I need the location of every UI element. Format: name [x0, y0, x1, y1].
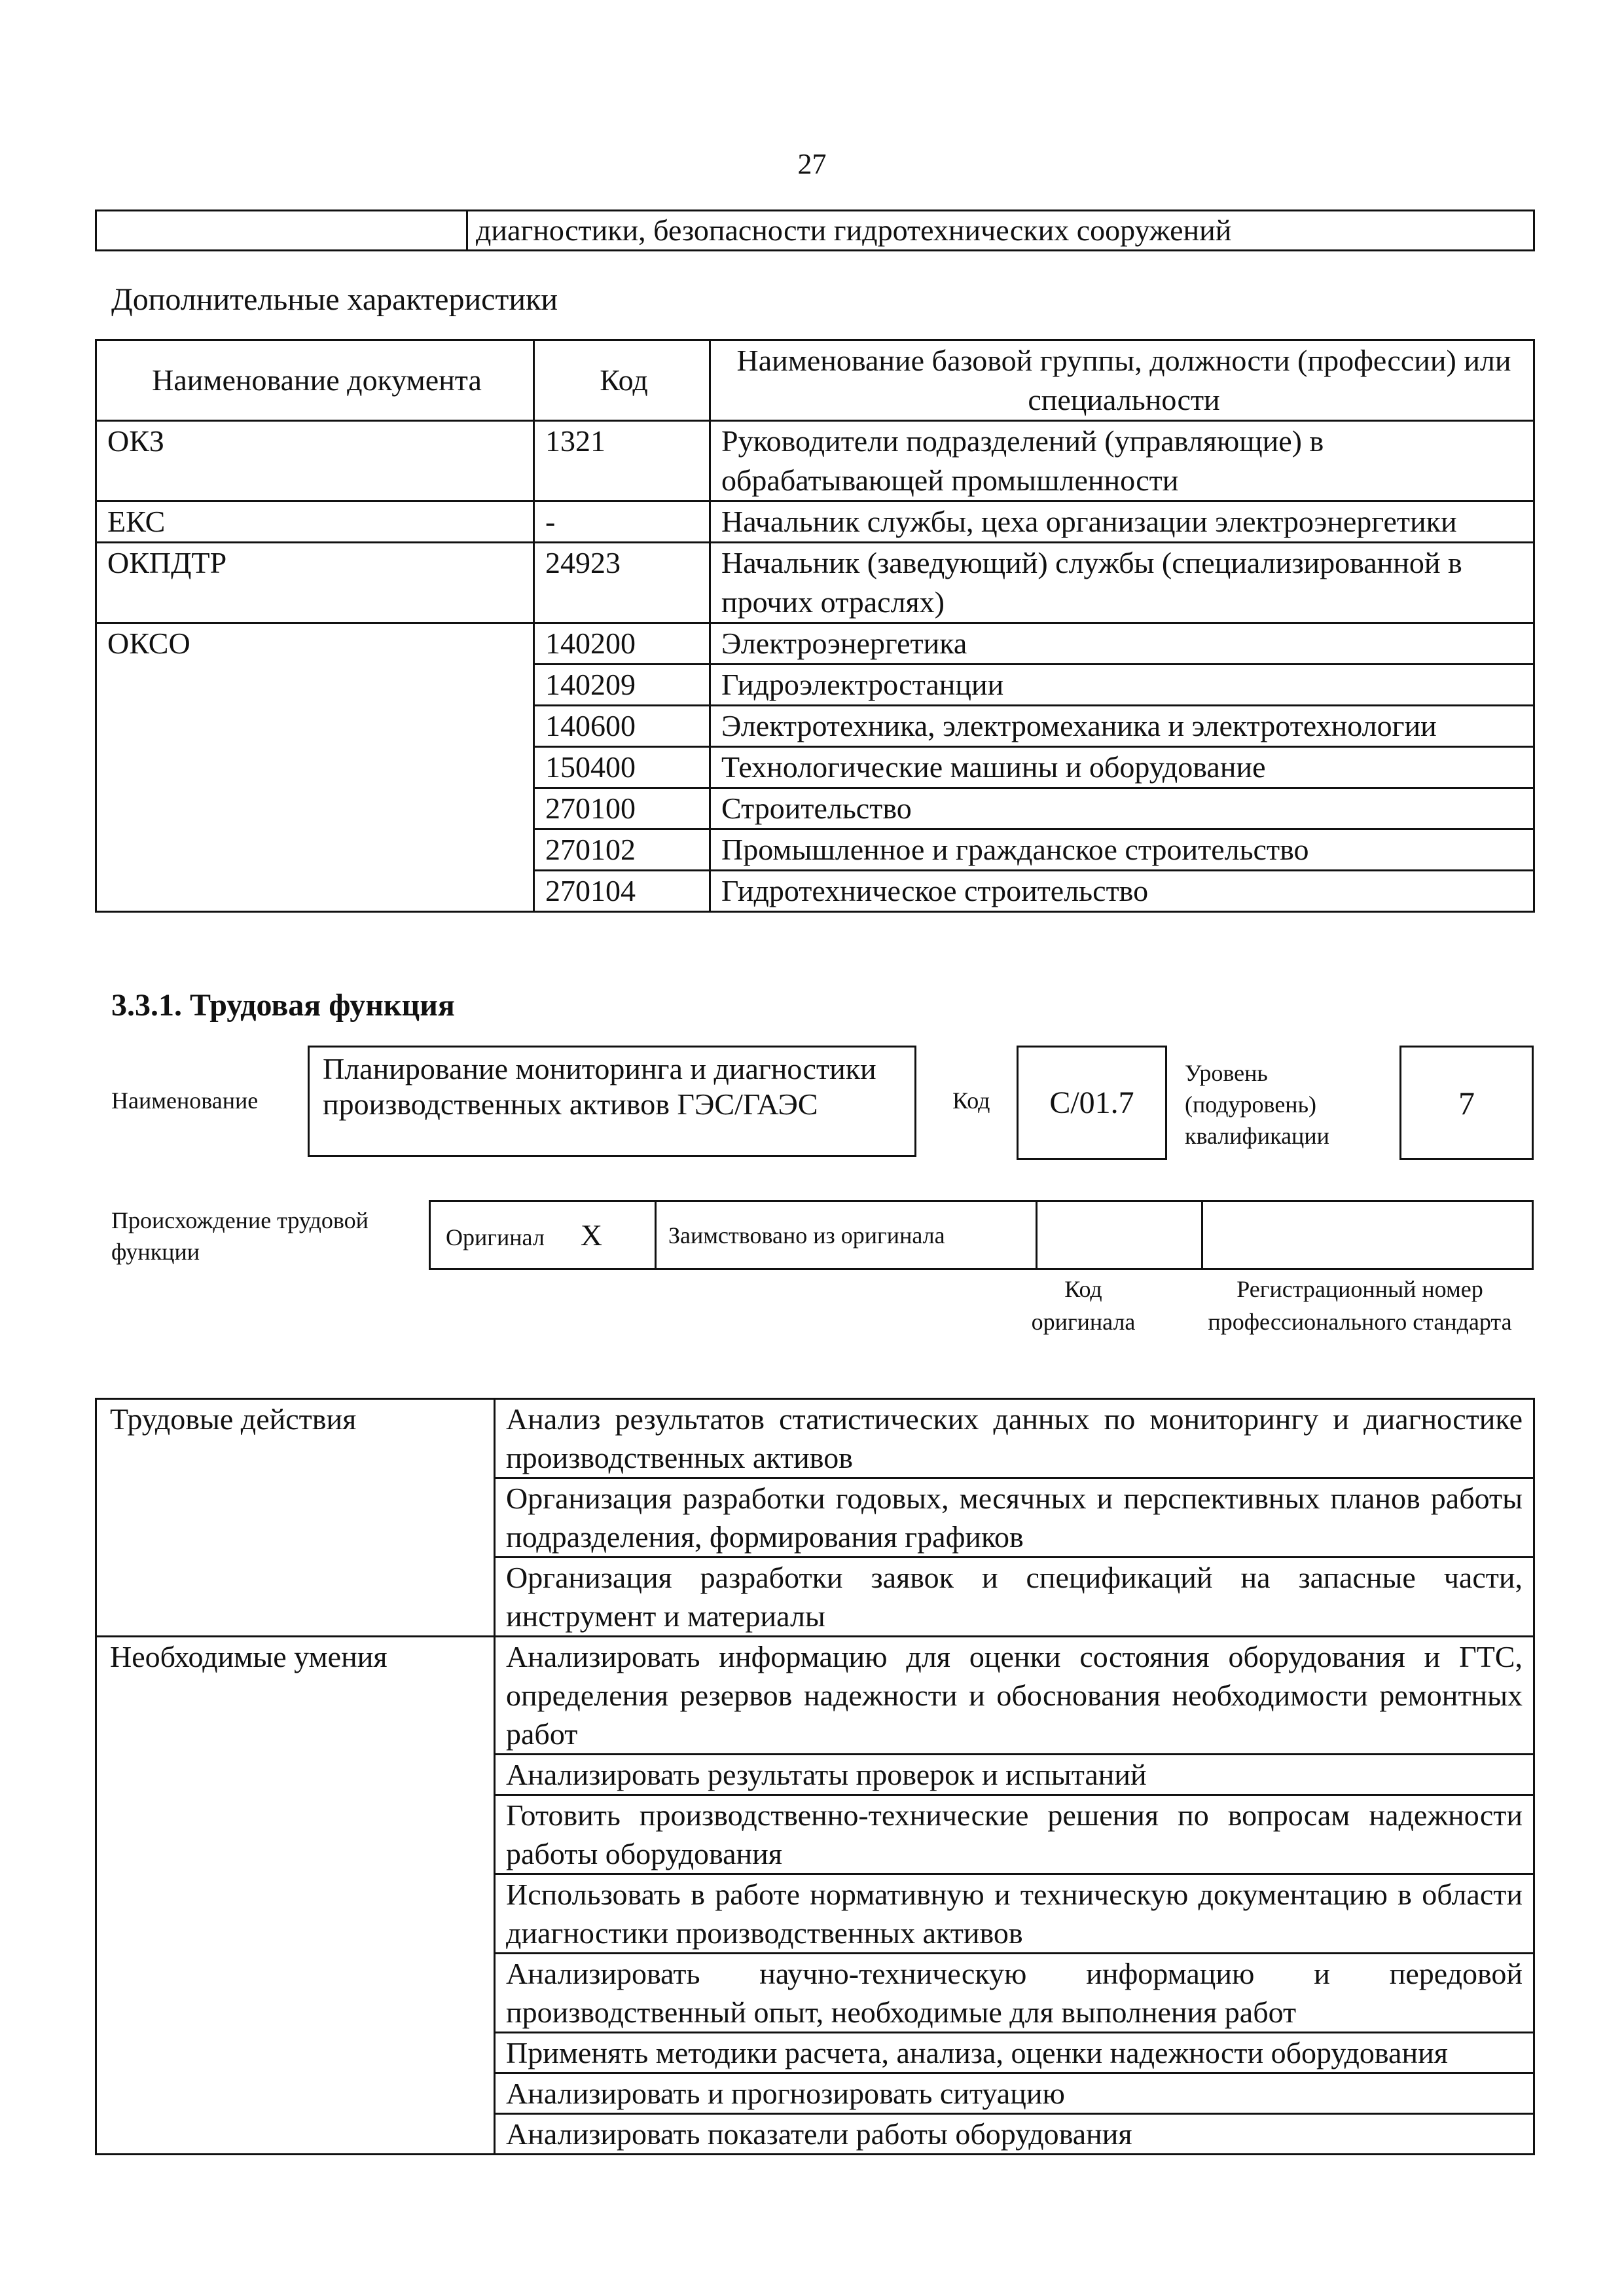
- table-header-row: [96, 340, 1534, 421]
- continuation-text: диагностики, безопасности гидротехнических сооружений: [467, 211, 1534, 251]
- cell-name: Электроэнергетика: [710, 623, 1534, 665]
- cell-doc: [96, 788, 534, 829]
- name-label: Наименование: [111, 1087, 259, 1114]
- table-row: [96, 1637, 1534, 1755]
- cell-doc: ОКЗ: [96, 421, 534, 501]
- cell-code: 270102: [534, 829, 710, 871]
- table-row: [96, 421, 1534, 501]
- origin-code-cell: [1037, 1201, 1202, 1269]
- cell-code: 270100: [534, 788, 710, 829]
- table-row: [96, 788, 1534, 829]
- table-row: [96, 665, 1534, 706]
- cell-doc: [96, 747, 534, 788]
- continuation-table: [95, 210, 1535, 251]
- labor-action: Организация разработки заявок и спецификаций на запасные части, инструмент и материалы: [495, 1558, 1534, 1637]
- cell-name: Строительство: [710, 788, 1534, 829]
- cell-code: 140600: [534, 706, 710, 747]
- empty-cell: [96, 211, 467, 251]
- origin-label: Происхождение трудовой функции: [111, 1207, 369, 1265]
- table-row: [96, 623, 1534, 665]
- table-row: [96, 543, 1534, 623]
- cell-name: Гидроэлектростанции: [710, 665, 1534, 706]
- original-mark: X: [580, 1218, 603, 1252]
- table-row: [96, 829, 1534, 871]
- table-row: [96, 706, 1534, 747]
- cell-name: Промышленное и гражданское строительство: [710, 829, 1534, 871]
- function-name-box: Планирование мониторинга и диагностики производственных активов ГЭС/ГАЭС: [308, 1046, 916, 1157]
- original-label: Оригинал: [446, 1224, 545, 1250]
- additional-characteristics-table: [95, 339, 1535, 913]
- code-value-box: C/01.7: [1017, 1046, 1167, 1160]
- cell-code: 24923: [534, 543, 710, 623]
- skill: Использовать в работе нормативную и техническую документацию в области диагностики производственных активов: [495, 1874, 1534, 1954]
- skill: Применять методики расчета, анализа, оценки надежности оборудования: [495, 2033, 1534, 2073]
- reg-number-caption: Регистрационный номер профессионального стандарта: [1208, 1276, 1512, 1335]
- level-value-box: 7: [1399, 1046, 1534, 1160]
- skill: Готовить производственно-технические решения по вопросам надежности работы оборудования: [495, 1795, 1534, 1874]
- cell-code: 150400: [534, 747, 710, 788]
- cell-doc: [96, 706, 534, 747]
- cell-code: 140200: [534, 623, 710, 665]
- labor-action: Организация разработки годовых, месячных и перспективных планов работы подразделения, формирования графиков: [495, 1478, 1534, 1558]
- skill: Анализировать результаты проверок и испытаний: [495, 1755, 1534, 1795]
- table-row: [96, 747, 1534, 788]
- origin-code-caption: Код оригинала: [1031, 1276, 1136, 1335]
- skill: Анализировать показатели работы оборудования: [495, 2114, 1534, 2155]
- cell-code: 1321: [534, 421, 710, 501]
- origin-table: [429, 1200, 1534, 1270]
- skill: Анализировать и прогнозировать ситуацию: [495, 2073, 1534, 2114]
- table-row: [96, 871, 1534, 912]
- cell-name: Начальник (заведующий) службы (специализированной в прочих отраслях): [710, 543, 1534, 623]
- section-title: 3.3.1. Трудовая функция: [111, 988, 455, 1023]
- cell-doc: ОКСО: [96, 623, 534, 665]
- function-details-table: [95, 1398, 1535, 2155]
- cell-name: Электротехника, электромеханика и электротехнологии: [710, 706, 1534, 747]
- borrowed-cell: Заимствовано из оригинала: [656, 1201, 1037, 1269]
- code-label: Код: [952, 1087, 990, 1114]
- labor-actions-label: Трудовые действия: [96, 1399, 495, 1637]
- original-cell: [430, 1201, 656, 1269]
- skill: Анализировать научно-техническую информацию и передовой производственный опыт, необходимые для выполнения работ: [495, 1954, 1534, 2033]
- header-document: Наименование документа: [96, 340, 534, 421]
- cell-doc: [96, 871, 534, 912]
- cell-name: Технологические машины и оборудование: [710, 747, 1534, 788]
- table-row: [96, 1399, 1534, 1478]
- reg-number-cell: [1202, 1201, 1533, 1269]
- level-label: Уровень (подуровень) квалификации: [1185, 1060, 1329, 1149]
- cell-doc: ОКПДТР: [96, 543, 534, 623]
- table-row: [96, 501, 1534, 543]
- header-name: Наименование базовой группы, должности (профессии) или специальности: [710, 340, 1534, 421]
- header-code: Код: [534, 340, 710, 421]
- skills-label: Необходимые умения: [96, 1637, 495, 2155]
- cell-code: 140209: [534, 665, 710, 706]
- cell-name: Руководители подразделений (управляющие) в обрабатывающей промышленности: [710, 421, 1534, 501]
- skill: Анализировать информацию для оценки состояния оборудования и ГТС, определения резервов надежности и обоснования необходимости ремонтных работ: [495, 1637, 1534, 1755]
- cell-name: Начальник службы, цеха организации электроэнергетики: [710, 501, 1534, 543]
- cell-doc: [96, 829, 534, 871]
- additional-characteristics-title: Дополнительные характеристики: [111, 282, 558, 317]
- cell-code: -: [534, 501, 710, 543]
- cell-code: 270104: [534, 871, 710, 912]
- cell-doc: ЕКС: [96, 501, 534, 543]
- cell-name: Гидротехническое строительство: [710, 871, 1534, 912]
- page-number: 27: [797, 148, 827, 180]
- cell-doc: [96, 665, 534, 706]
- labor-action: Анализ результатов статистических данных по мониторингу и диагностике производственных активов: [495, 1399, 1534, 1478]
